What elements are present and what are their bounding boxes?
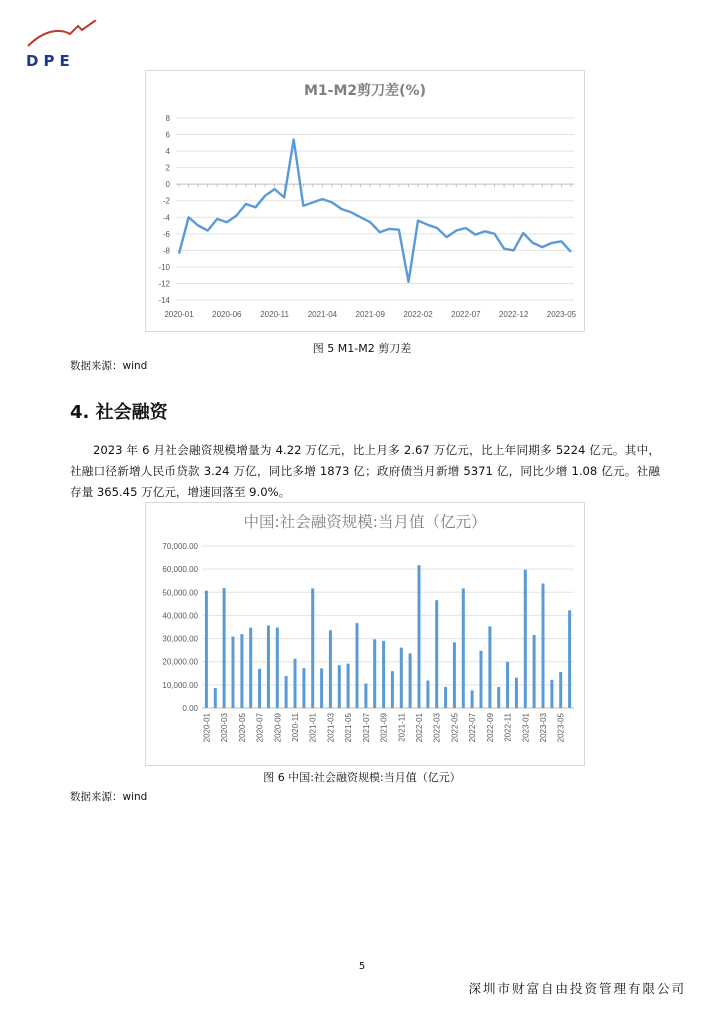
bar — [214, 688, 217, 708]
x-tick-label: 2022-11 — [503, 713, 513, 742]
y-tick-label: -2 — [162, 196, 170, 206]
bar — [391, 671, 394, 708]
bar — [302, 668, 305, 708]
y-tick-label: 60,000.00 — [162, 565, 198, 575]
bar — [409, 653, 412, 708]
x-tick-label: 2021-04 — [307, 310, 338, 319]
bar — [258, 669, 261, 708]
bar — [426, 681, 429, 709]
bar — [267, 625, 270, 708]
bar — [320, 668, 323, 708]
chart-title: 中国:社会融资规模:当月值（亿元） — [243, 513, 487, 531]
social-financing-bar-chart-svg — [146, 503, 584, 765]
figure6-caption: 图 6 中国:社会融资规模:当月值（亿元） — [263, 771, 461, 784]
x-tick-label: 2021-01 — [308, 713, 318, 743]
figure5-caption: 图 5 M1-M2 剪刀差 — [312, 342, 412, 355]
y-tick-label: 10,000.00 — [162, 680, 198, 690]
company-logo — [26, 20, 106, 72]
bar — [382, 641, 385, 708]
bar — [276, 628, 279, 709]
bar — [311, 588, 314, 708]
x-tick-label: 2022-09 — [485, 713, 495, 743]
bar — [418, 565, 421, 708]
x-tick-label: 2023-05 — [546, 310, 577, 319]
x-tick-label: 2022-07 — [451, 310, 481, 319]
x-tick-label: 2022-05 — [450, 713, 460, 743]
x-tick-label: 2021-09 — [379, 713, 389, 743]
bar — [294, 659, 297, 708]
x-tick-label: 2022-03 — [432, 713, 442, 743]
x-tick-label: 2020-05 — [237, 713, 247, 743]
x-tick-label: 2020-01 — [164, 310, 194, 319]
x-tick-label: 2020-11 — [291, 713, 300, 742]
section-paragraph — [70, 440, 660, 503]
bar — [568, 610, 571, 708]
bar — [524, 570, 527, 708]
bar — [400, 648, 403, 708]
y-tick-label: 4 — [165, 147, 170, 157]
paragraph-text: 2023 年 6 月社会融资规模增量为 4.22 万亿元，比上月多 2.67 万亿元，比上年同期多 5224 亿元。其中，社融口径新增人民币贷款 3.24 万亿，同比多增 1873 亿；政府债当月新增 5371 亿，同比少增 1.08 亿元。社融存量 365.45 万亿元，增速回落至 9.0%。 — [70, 443, 660, 499]
bar — [542, 584, 545, 709]
bar — [249, 628, 252, 708]
y-tick-label: -10 — [158, 262, 170, 272]
logo-swoosh-icon — [26, 20, 106, 50]
y-tick-label: 20,000.00 — [162, 657, 198, 667]
y-tick-label: 0 — [165, 180, 170, 190]
bar — [480, 651, 483, 708]
bar — [515, 678, 518, 708]
bar — [488, 626, 491, 708]
bar — [373, 639, 376, 708]
footer-company: 深圳市财富自由投资管理有限公司 — [468, 981, 686, 996]
y-tick-label: 50,000.00 — [162, 588, 198, 598]
m1-m2-line-chart — [145, 70, 585, 332]
logo-text: DPE — [26, 52, 75, 70]
bar — [435, 600, 438, 708]
y-tick-label: 6 — [165, 130, 170, 140]
x-tick-label: 2022-01 — [415, 713, 424, 743]
x-tick-label: 2022-02 — [403, 310, 433, 319]
bar — [356, 623, 359, 708]
bar — [232, 637, 235, 709]
x-tick-label: 2021-05 — [344, 713, 354, 743]
x-tick-label: 2020-01 — [202, 713, 212, 743]
bar — [338, 665, 341, 708]
bar — [533, 635, 536, 708]
x-tick-label: 2022-12 — [498, 310, 529, 319]
bar — [364, 684, 367, 709]
x-tick-label: 2020-07 — [255, 713, 265, 743]
m1-m2-line-chart-svg — [146, 71, 584, 331]
x-tick-label: 2020-06 — [212, 310, 242, 319]
page-number: 5 — [358, 961, 366, 972]
x-tick-label: 2022-07 — [468, 713, 478, 743]
y-tick-label: 0.00 — [182, 704, 198, 713]
series-line — [179, 140, 571, 282]
y-tick-label: 2 — [165, 163, 170, 173]
x-tick-label: 2021-11 — [397, 713, 407, 742]
y-tick-label: 40,000.00 — [162, 611, 198, 621]
bar — [444, 687, 447, 708]
x-tick-label: 2021-07 — [361, 713, 371, 743]
section-title: 4. 社会融资 — [70, 402, 168, 423]
bar — [497, 687, 500, 708]
bar — [471, 690, 474, 708]
x-tick-label: 2020-09 — [273, 713, 283, 743]
x-tick-label: 2020-03 — [220, 713, 230, 743]
bar — [559, 672, 562, 708]
x-tick-label: 2021-03 — [326, 713, 336, 743]
x-tick-label: 2021-09 — [355, 310, 385, 319]
bar — [240, 634, 243, 708]
y-tick-label: 70,000.00 — [162, 542, 198, 551]
y-tick-label: 30,000.00 — [162, 634, 198, 644]
figure6-source: 数据来源：wind — [70, 791, 148, 803]
y-tick-label: -14 — [158, 296, 170, 305]
y-tick-label: -6 — [162, 229, 170, 239]
bar — [453, 642, 456, 708]
x-tick-label: 2023-05 — [556, 713, 566, 743]
bar — [506, 662, 509, 708]
bar — [329, 630, 332, 708]
chart-title: M1-M2剪刀差(%) — [304, 83, 426, 99]
y-tick-label: -12 — [158, 279, 170, 289]
bar — [285, 676, 288, 708]
x-tick-label: 2020-11 — [260, 310, 289, 319]
y-tick-label: -8 — [162, 246, 170, 256]
y-tick-label: -4 — [162, 213, 170, 223]
figure5-source: 数据来源：wind — [70, 360, 148, 372]
social-financing-bar-chart — [145, 502, 585, 766]
y-tick-label: 8 — [165, 114, 170, 123]
bar — [223, 588, 226, 708]
x-tick-label: 2023-03 — [539, 713, 548, 743]
bar — [205, 591, 208, 708]
bar — [550, 680, 553, 708]
bar — [347, 664, 350, 708]
bar — [462, 588, 465, 708]
x-tick-label: 2023-01 — [521, 713, 531, 743]
